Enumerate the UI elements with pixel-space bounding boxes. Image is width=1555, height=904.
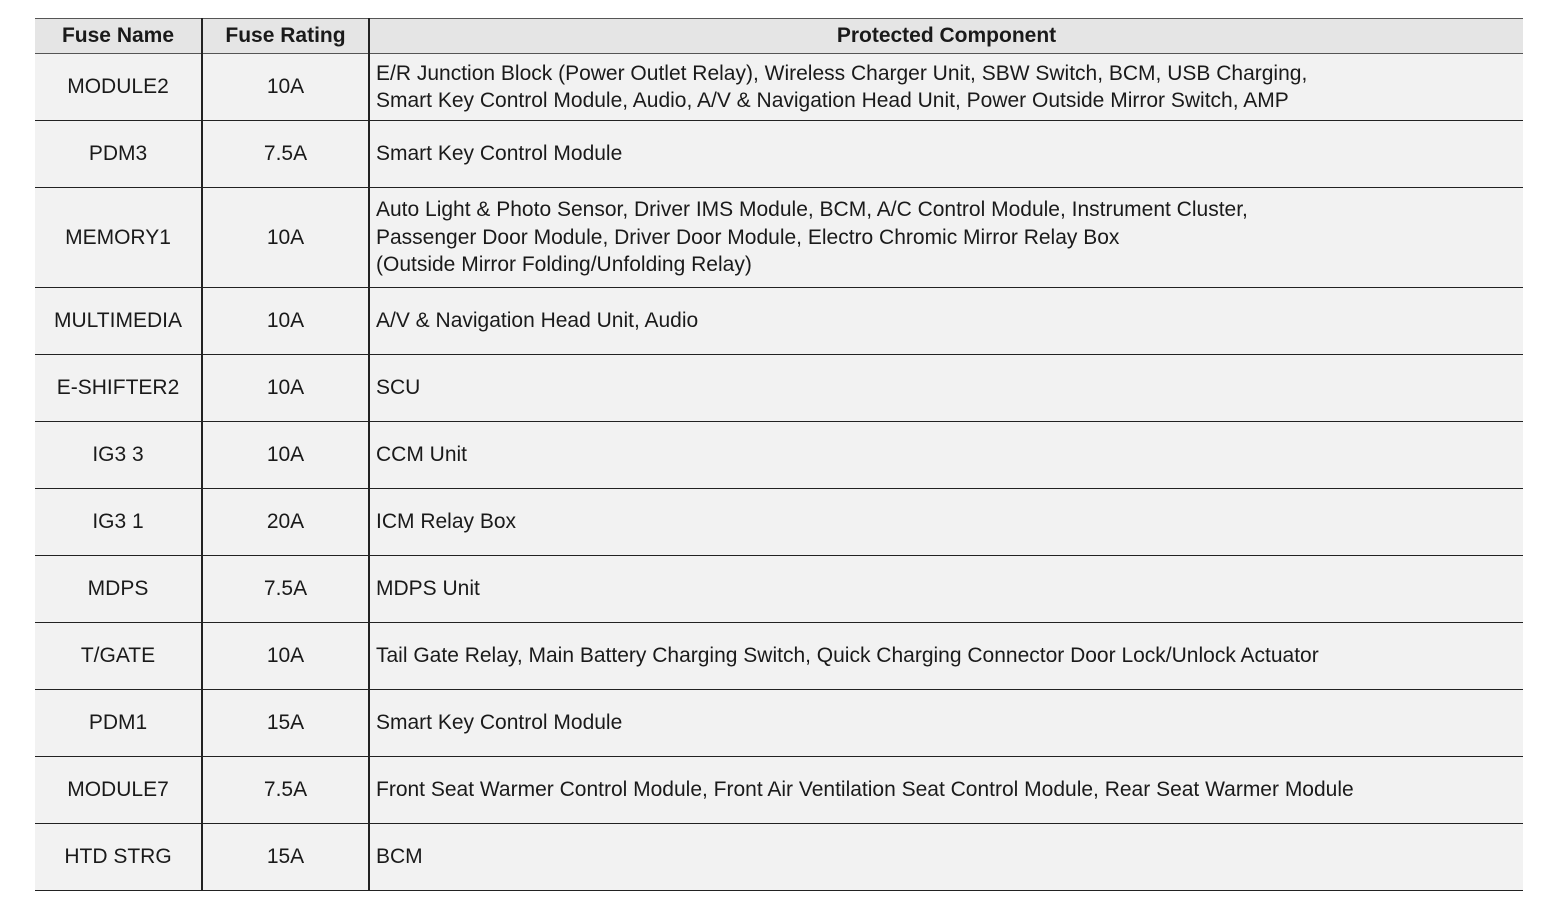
protected-component-cell: Smart Key Control Module	[369, 690, 1523, 757]
fuse-rating-cell: 7.5A	[202, 556, 369, 623]
fuse-rating-cell: 15A	[202, 824, 369, 891]
fuse-rating-cell: 7.5A	[202, 121, 369, 188]
table-row	[35, 690, 1523, 757]
header-fuse-name: Fuse Name	[35, 19, 202, 54]
fuse-name-cell: PDM3	[35, 121, 202, 188]
fuse-rating-cell: 15A	[202, 690, 369, 757]
table-row	[35, 757, 1523, 824]
fuse-name-cell: MODULE7	[35, 757, 202, 824]
table-row	[35, 54, 1523, 121]
protected-component-cell: Front Seat Warmer Control Module, Front Air Ventilation Seat Control Module, Rear Seat Warmer Module	[369, 757, 1523, 824]
protected-component-cell: Tail Gate Relay, Main Battery Charging Switch, Quick Charging Connector Door Lock/Unlock Actuator	[369, 623, 1523, 690]
table-row	[35, 824, 1523, 891]
fuse-name-cell: MDPS	[35, 556, 202, 623]
protected-component-cell: SCU	[369, 355, 1523, 422]
fuse-rating-cell: 20A	[202, 489, 369, 556]
table-row	[35, 121, 1523, 188]
fuse-name-cell: IG3 1	[35, 489, 202, 556]
protected-component-cell: Auto Light & Photo Sensor, Driver IMS Module, BCM, A/C Control Module, Instrument Cluster, Passenger Door Module, Driver Door Module, Electro Chromic Mirror Relay Box (Outside Mirror Folding/Unfolding Relay)	[369, 188, 1523, 288]
fuse-rating-cell: 10A	[202, 188, 369, 288]
protected-component-cell: E/R Junction Block (Power Outlet Relay), Wireless Charger Unit, SBW Switch, BCM, USB Charging, Smart Key Control Module, Audio, A/V & Navigation Head Unit, Power Outside Mirror Switch, AMP	[369, 54, 1523, 121]
fuse-name-cell: MULTIMEDIA	[35, 288, 202, 355]
fuse-name-cell: HTD STRG	[35, 824, 202, 891]
table-header-row	[35, 19, 1523, 54]
table-row	[35, 556, 1523, 623]
protected-component-cell: A/V & Navigation Head Unit, Audio	[369, 288, 1523, 355]
table-row	[35, 188, 1523, 288]
fuse-name-cell: MODULE2	[35, 54, 202, 121]
protected-component-cell: ICM Relay Box	[369, 489, 1523, 556]
fuse-rating-cell: 10A	[202, 623, 369, 690]
fuse-rating-cell: 10A	[202, 422, 369, 489]
table-row	[35, 355, 1523, 422]
fuse-name-cell: MEMORY1	[35, 188, 202, 288]
table-row	[35, 422, 1523, 489]
protected-component-cell: Smart Key Control Module	[369, 121, 1523, 188]
fuse-rating-cell: 10A	[202, 54, 369, 121]
protected-component-cell: BCM	[369, 824, 1523, 891]
fuse-name-cell: T/GATE	[35, 623, 202, 690]
header-fuse-rating: Fuse Rating	[202, 19, 369, 54]
fuse-table-container	[35, 18, 1523, 891]
table-row	[35, 288, 1523, 355]
fuse-name-cell: IG3 3	[35, 422, 202, 489]
header-protected-component: Protected Component	[369, 19, 1523, 54]
protected-component-cell: CCM Unit	[369, 422, 1523, 489]
fuse-name-cell: E-SHIFTER2	[35, 355, 202, 422]
fuse-name-cell: PDM1	[35, 690, 202, 757]
fuse-table	[35, 18, 1523, 891]
fuse-rating-cell: 10A	[202, 288, 369, 355]
protected-component-cell: MDPS Unit	[369, 556, 1523, 623]
fuse-rating-cell: 7.5A	[202, 757, 369, 824]
fuse-rating-cell: 10A	[202, 355, 369, 422]
table-row	[35, 623, 1523, 690]
table-row	[35, 489, 1523, 556]
